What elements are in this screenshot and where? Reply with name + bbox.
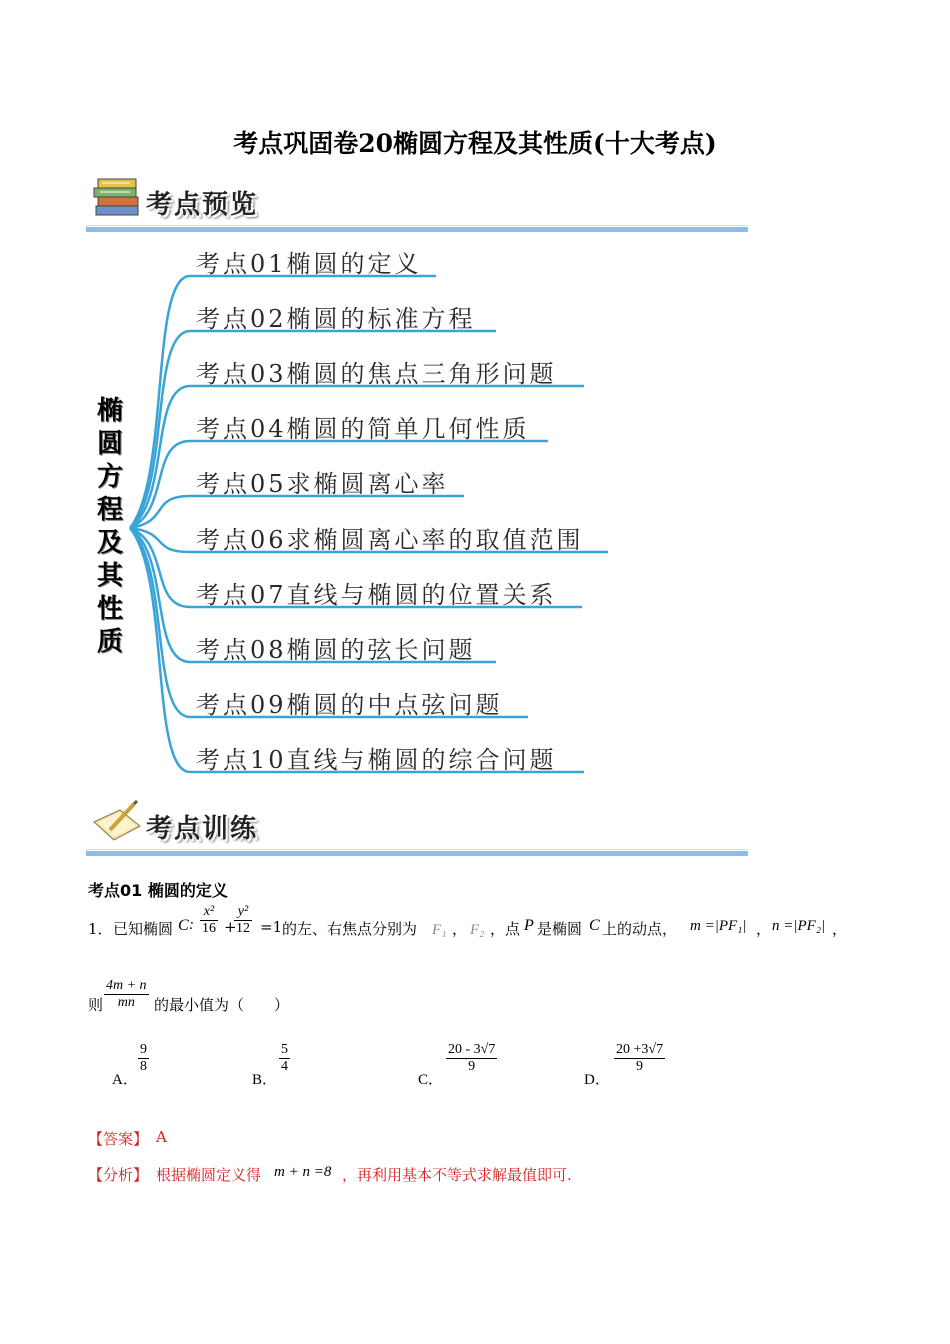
analysis-tag: 【分析】 — [88, 1166, 149, 1184]
option-c-value[interactable]: $\frac{20 - 3√7}{9}$ — [448, 1042, 496, 1074]
fraction-4m-n-mn: $\frac{4m + n}{mn}$ — [106, 978, 147, 1010]
root-char: 程 — [96, 495, 123, 525]
root-char: 椭 — [96, 396, 123, 426]
mindmap-item-06: 考点06求椭圆离心率的取值范围 — [196, 526, 584, 554]
option-a-value[interactable]: $\frac{9}{8}$ — [140, 1042, 147, 1074]
analysis-text: ，再利用基本不等式求解最值即可. — [342, 1166, 572, 1184]
option-d-label[interactable]: D． — [584, 1072, 610, 1088]
analysis-text: 根据椭圆定义得 — [156, 1166, 262, 1184]
mindmap-branch — [130, 386, 584, 528]
mindmap-item-09: 考点09椭圆的中点弦问题 — [196, 691, 503, 719]
question-text: 则 — [88, 996, 104, 1014]
math-plus: + — [224, 918, 237, 936]
option-d-value[interactable]: $\frac{20 +3√7}{9}$ — [616, 1042, 664, 1074]
section-title: 考点01 椭圆的定义 — [88, 881, 228, 900]
answer-tag: 【答案】 — [88, 1130, 149, 1148]
mindmap-item-03: 考点03椭圆的焦点三角形问题 — [196, 360, 557, 388]
math-F2: F₂ — [470, 922, 485, 938]
math-n-def: n =|PF₂| — [772, 918, 826, 934]
mindmap-item-10: 考点10直线与椭圆的综合问题 — [196, 746, 557, 774]
mindmap-root — [92, 395, 128, 659]
training-section-header — [86, 798, 748, 856]
notebook-pen-icon — [90, 800, 144, 844]
page-title: 考点巩固卷20椭圆方程及其性质(十大考点) — [233, 129, 717, 158]
math-F1: F₁ — [432, 922, 447, 938]
analysis-math: m + n =8 — [274, 1164, 332, 1180]
math-P: P — [524, 917, 534, 934]
question-text: ，点 — [490, 920, 521, 938]
root-char: 方 — [96, 462, 123, 492]
root-char: 性 — [96, 594, 123, 624]
math-C: C — [589, 917, 600, 934]
training-header-text: 考点训练 — [146, 814, 259, 844]
root-char: 及 — [96, 528, 123, 558]
comma: ， — [832, 920, 848, 938]
comma: ， — [756, 920, 772, 938]
mindmap-item-02: 考点02椭圆的标准方程 — [196, 305, 476, 333]
math-m-def: m =|PF₁| — [690, 918, 747, 934]
question-text: 的最小值为（ ） — [154, 996, 290, 1014]
mindmap-item-05: 考点05求椭圆离心率 — [196, 470, 449, 498]
math-colon: : — [189, 917, 194, 933]
mindmap-item-04: 考点04椭圆的简单几何性质 — [196, 415, 530, 443]
answer-value: A — [156, 1128, 167, 1146]
option-b-label[interactable]: B． — [252, 1072, 278, 1088]
math-C: C — [178, 917, 189, 934]
root-char: 质 — [96, 627, 123, 657]
math-eq1: =1 — [260, 918, 283, 936]
preview-header-text: 考点预览 — [146, 190, 259, 220]
comma: ， — [452, 920, 468, 938]
option-a-label[interactable]: A． — [112, 1072, 138, 1088]
fraction-x2-16: $\frac{\text{x²}}{16}$ — [202, 904, 216, 936]
mindmap-item-08: 考点08椭圆的弦长问题 — [196, 636, 476, 664]
option-c-label[interactable]: C． — [418, 1072, 444, 1088]
question-text: 是椭圆 — [537, 920, 583, 938]
question-number: 1． — [88, 920, 113, 938]
option-b-value[interactable]: $\frac{5}{4}$ — [281, 1042, 288, 1074]
fraction-y2-12: $\frac{\text{y²}}{12}$ — [236, 904, 250, 936]
mindmap-item-01: 考点01椭圆的定义 — [196, 250, 422, 278]
question-text: 的左、右焦点分别为 — [282, 920, 418, 938]
question-text: 已知椭圆 — [113, 920, 174, 938]
mindmap-item-07: 考点07直线与椭圆的位置关系 — [196, 581, 557, 609]
root-char: 其 — [96, 561, 123, 591]
root-char: 圆 — [96, 429, 123, 459]
question-text: 上的动点， — [602, 920, 678, 938]
